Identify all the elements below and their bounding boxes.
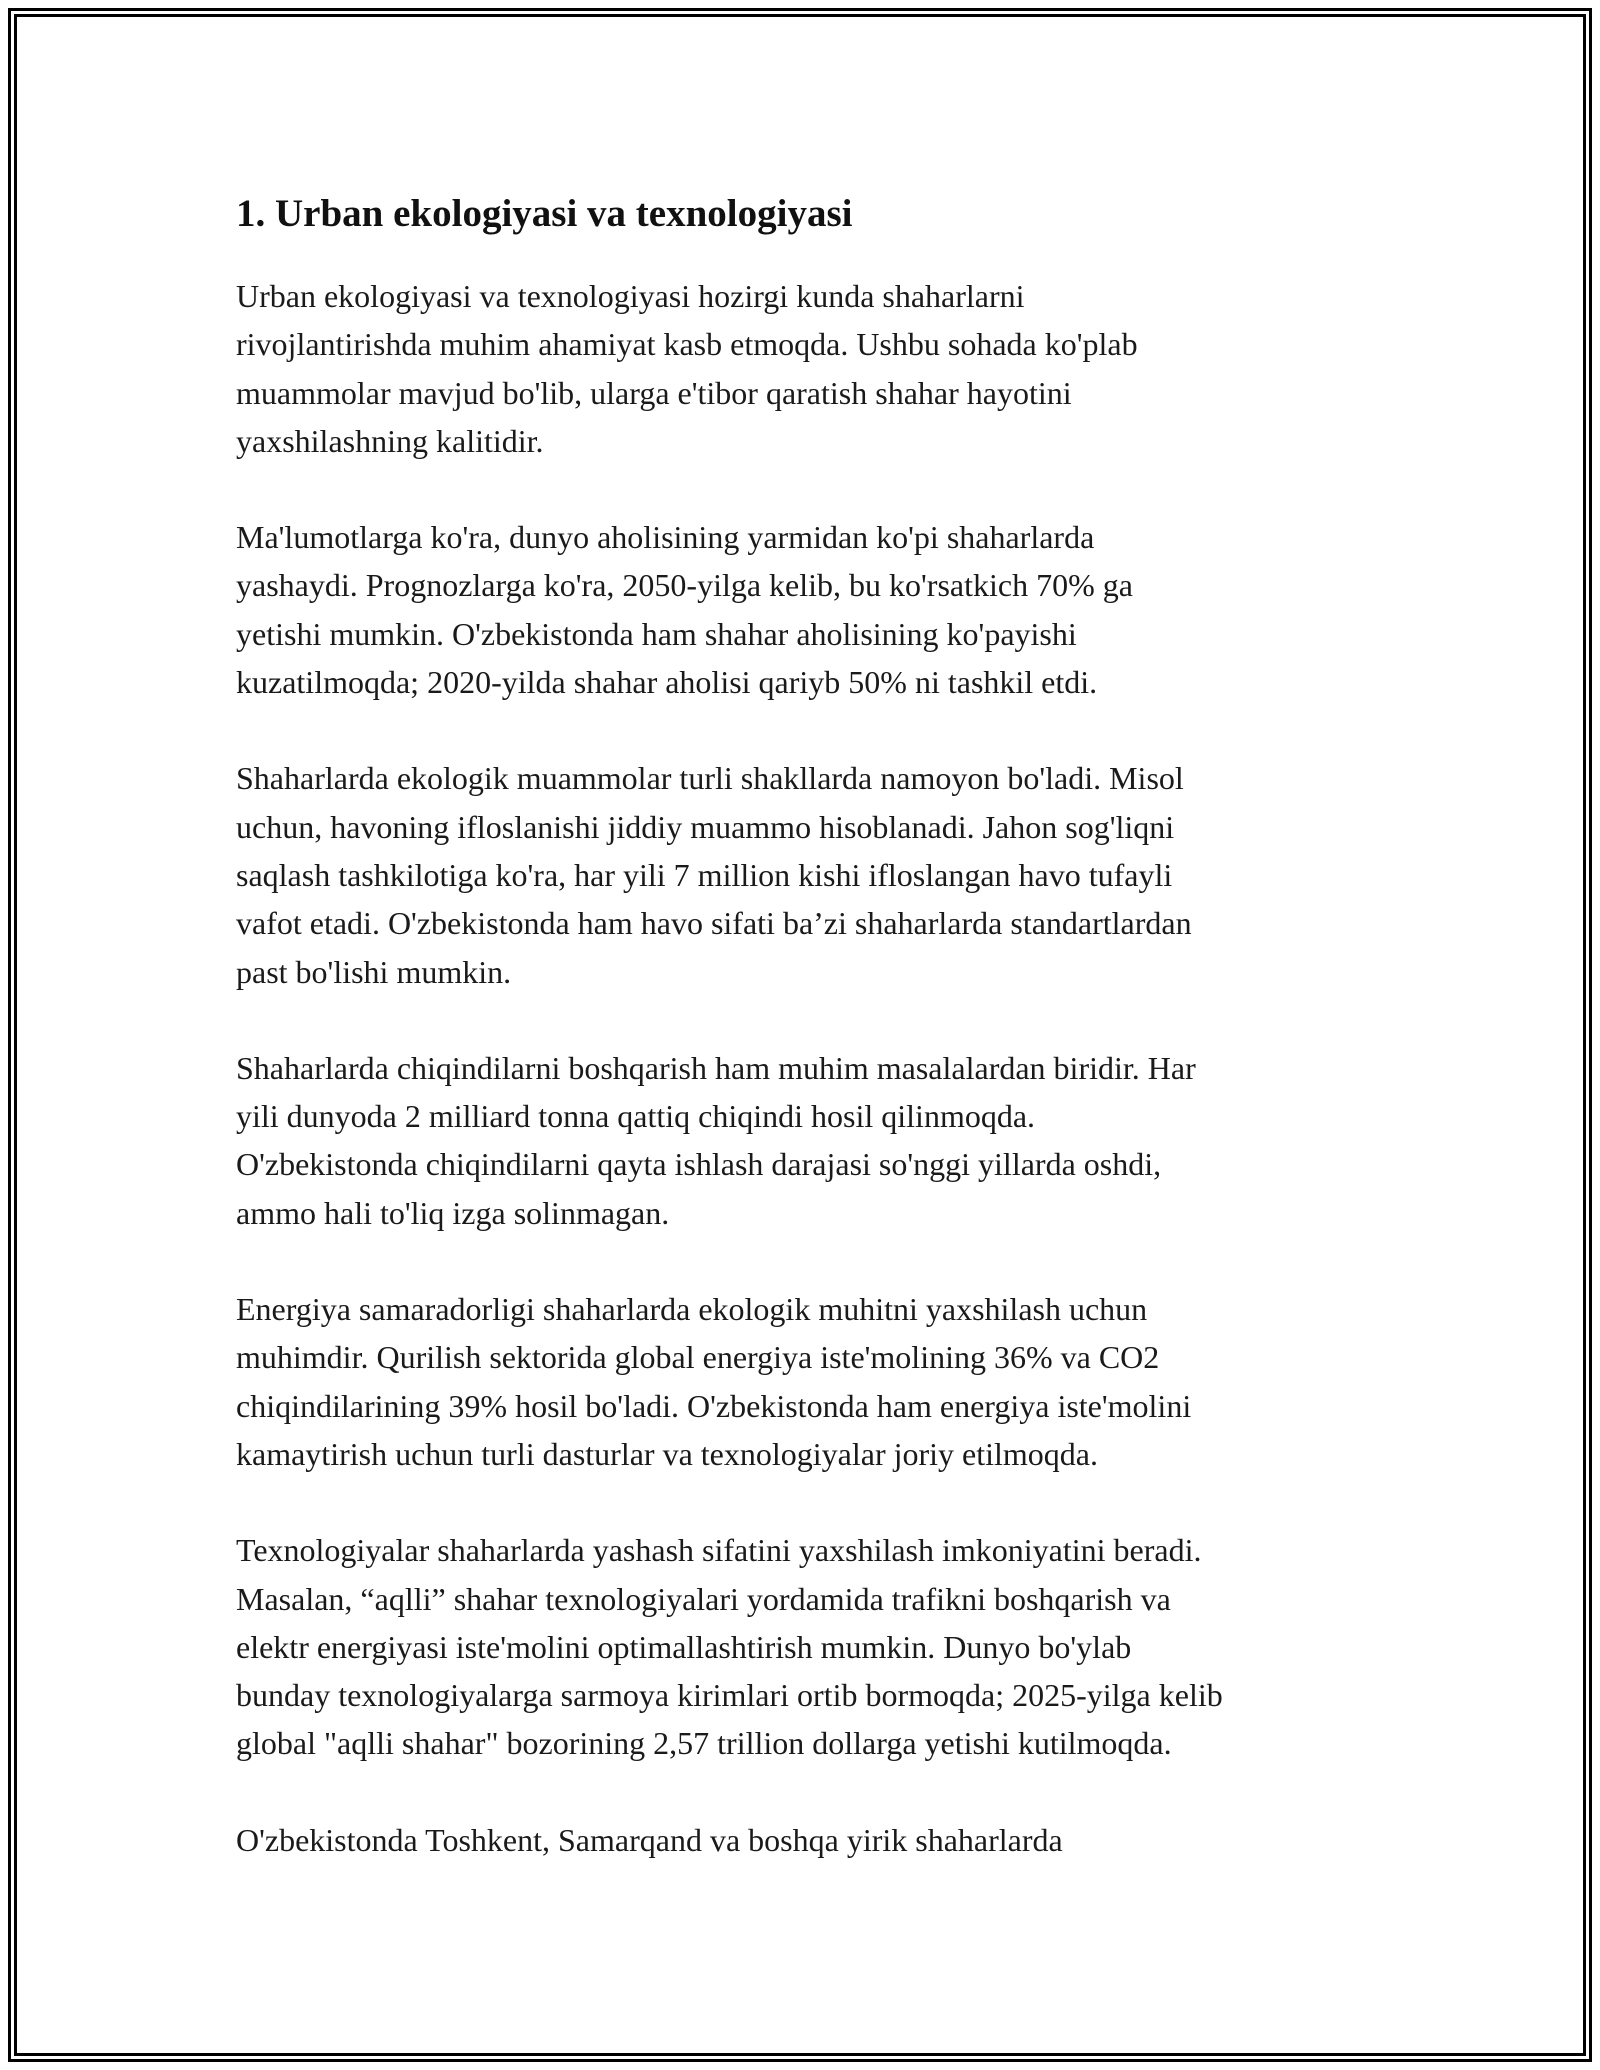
paragraph-waste-management: Shaharlarda chiqindilarni boshqarish ham muhim masalalardan biridir. Har yili dunyoda 2 milliard tonna qattiq chiqindi hosil qilinmoqda. O'zbekistonda chiqindilarni qayta ishlash darajasi so'nggi yillarda oshdi, ammo hali to'liq izga solinmagan.: [236, 1049, 1196, 1231]
paragraph-energy-efficiency: Energiya samaradorligi shaharlarda ekologik muhitni yaxshilash uchun muhimdir. Qurilish sektorida global energiya iste'molining 36% va CO2 chiqindilarining 39% hosil bo'ladi. O'zbekistonda ham energiya iste'molini kamaytirish uchun turli dasturlar va texnologiyalar joriy etilmoqda.: [236, 1291, 1192, 1472]
paragraph-intro: Urban ekologiyasi va texnologiyasi hozirgi kunda shaharlarni rivojlantirishda muhim ahamiyat kasb etmoqda. Ushbu sohada ko'plab muammolar mavjud bo'lib, ularga e'tibor qaratish shahar hayotini yaxshilashning kalitidir.: [236, 278, 1138, 459]
section-heading: 1. Urban ekologiyasi va texnologiyasi: [236, 192, 853, 235]
paragraph-air-pollution: Shaharlarda ekologik muammolar turli shakllarda namoyon bo'ladi. Misol uchun, havoning ifloslanishi jiddiy muammo hisoblanadi. Jahon sog'liqni saqlash tashkilotiga ko'ra, har yili 7 million kishi ifloslangan havo tufayli vafot etadi. O'zbekistonda ham havo sifati ba’zi shaharlarda standartlardan past bo'lishi mumkin.: [236, 760, 1192, 990]
paragraph-uzbekistan-cities: O'zbekistonda Toshkent, Samarqand va boshqa yirik shaharlarda: [236, 1821, 1063, 1858]
paragraph-population: Ma'lumotlarga ko'ra, dunyo aholisining yarmidan ko'pi shaharlarda yashaydi. Prognozlarga ko'ra, 2050-yilga kelib, bu ko'rsatkich 70% ga yetishi mumkin. O'zbekistonda ham shahar aholisining ko'payishi kuzatilmoqda; 2020-yilda shahar aholisi qariyb 50% ni tashkil etdi.: [236, 519, 1133, 701]
document-body: [236, 186, 1386, 1912]
paragraph-smart-city: Texnologiyalar shaharlarda yashash sifatini yaxshilash imkoniyatini beradi. Masalan, “aqlli” shahar texnologiyalari yordamida trafikni boshqarish va elektr energiyasi iste'molini optimallashtirish mumkin. Dunyo bo'ylab bunday texnologiyalarga sarmoya kirimlari ortib bormoqda; 2025-yilga kelib global "aqlli shahar" bozorining 2,57 trillion dollarga yetishi kutilmoqda.: [236, 1532, 1223, 1762]
